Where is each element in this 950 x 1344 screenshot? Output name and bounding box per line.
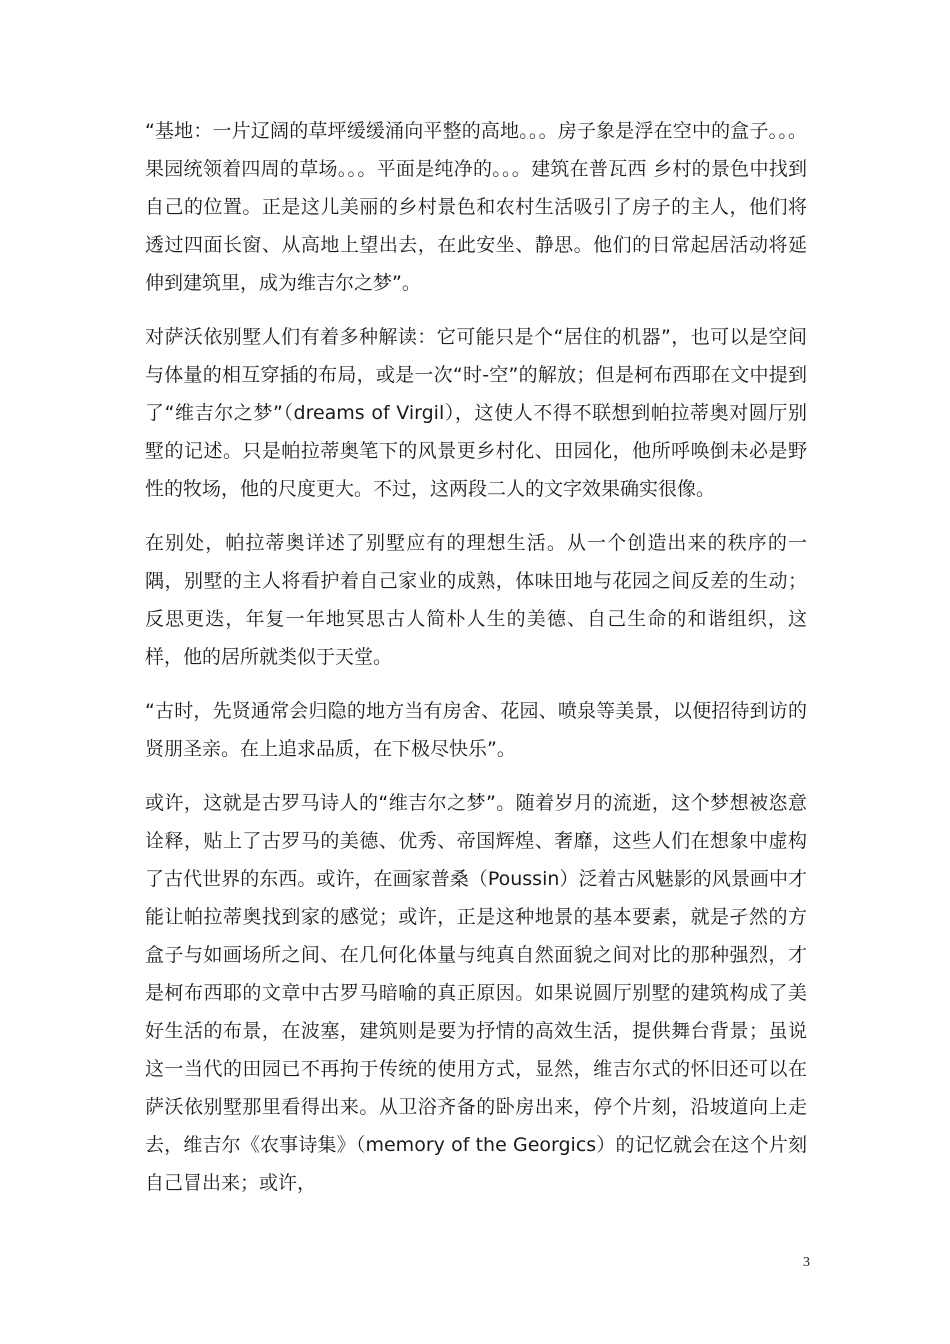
paragraph-2: 对萨沃依别墅人们有着多种解读：它可能只是个“居住的机器”，也可以是空间与体量的相互穿插的布局，或是一次“时-空”的解放；但是柯布西耶在文中提到了“维吉尔之梦”（dreams of Virgil），这使人不得不联想到帕拉蒂奥对圆厅别墅的记述。只是帕拉蒂奥笔下的风景更乡村化、田园化，他所呼唤倒未必是野性的牧场，他的尺度更大。不过，这两段二人的文字效果确实很像。 bbox=[145, 326, 807, 500]
document-body bbox=[145, 112, 807, 1218]
paragraph-3: 在别处，帕拉蒂奥详述了别墅应有的理想生活。从一个创造出来的秩序的一隅，别墅的主人将看护着自己家业的成熟，体味田地与花园之间反差的生动；反思更迭，年复一年地冥思古人简朴人生的美德、自己生命的和谐组织，这样，他的居所就类似于天堂。 bbox=[145, 532, 807, 668]
paragraph-5: 或许，这就是古罗马诗人的“维吉尔之梦”。随着岁月的流逝，这个梦想被恣意诠释，贴上了古罗马的美德、优秀、帝国辉煌、奢靡，这些人们在想象中虚构了古代世界的东西。或许，在画家普桑（Poussin）泛着古风魅影的风景画中才能让帕拉蒂奥找到家的感觉；或许，正是这种地景的基本要素，就是孑然的方盒子与如画场所之间、在几何化体量与纯真自然面貌之间对比的那种强烈，才是柯布西耶的文章中古罗马暗喻的真正原因。如果说圆厅别墅的建筑构成了美好生活的布景，在波塞，建筑则是要为抒情的高效生活，提供舞台背景；虽说这一当代的田园已不再拘于传统的使用方式，显然，维吉尔式的怀旧还可以在萨沃依别墅那里看得出来。从卫浴齐备的卧房出来，停个片刻，沿坡道向上走去，维吉尔《农事诗集》（memory of the Georgics）的记忆就会在这个片刻自己冒出来；或许， bbox=[145, 792, 807, 1194]
page-number: 3 bbox=[803, 1255, 810, 1270]
paragraph-4: “古时，先贤通常会归隐的地方当有房舍、花园、喷泉等美景，以便招待到访的贤朋圣亲。在上追求品质，在下极尽快乐”。 bbox=[145, 700, 807, 760]
paragraph-1: “基地：一片辽阔的草坪缓缓涌向平整的高地。。。房子象是浮在空中的盒子。。。果园统领着四周的草场。。。平面是纯净的。。。建筑在普瓦西 乡村的景色中找到自己的位置。正是这儿美丽的乡村景色和农村生活吸引了房子的主人，他们将透过四面长窗、从高地上望出去，在此安坐、静思。他们的日常起居活动将延伸到建筑里，成为维吉尔之梦”。 bbox=[145, 120, 807, 294]
